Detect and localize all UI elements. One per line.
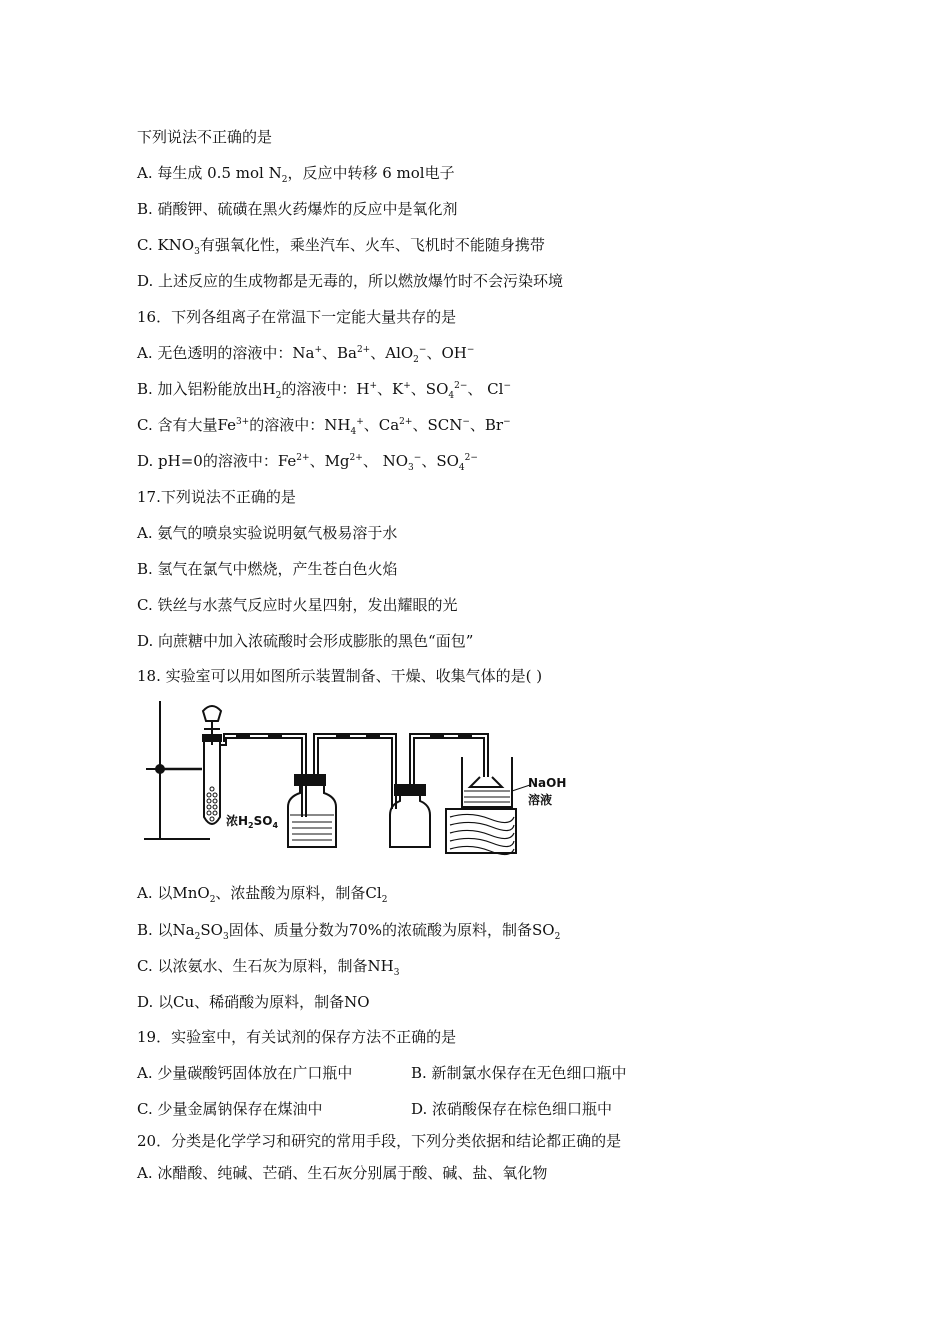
label-conc-h2so4: 浓$H_2SO_4$ [226, 814, 279, 830]
q15-option-b: B. 硝酸钾、硫磺在黑火药爆炸的反应中是氧化剂 [137, 200, 458, 218]
apparatus-diagram [140, 697, 580, 859]
q18-option-d: D. 以Cu、稀硝酸为原料，制备NO [137, 993, 370, 1011]
q19-option-b: B. 新制氯水保存在无色细口瓶中 [411, 1064, 627, 1082]
q18-stem: 18. 实验室可以用如图所示装置制备、干燥、收集气体的是( ) [137, 667, 543, 685]
q19-stem: 19．实验室中，有关试剂的保存方法不正确的是 [137, 1028, 457, 1046]
q16-option-b: B. 加入铝粉能放出$H_2$的溶液中：H+、K+、$SO_4^{2-}$、 Cl− [137, 380, 511, 401]
q20-option-a: A. 冰醋酸、纯碱、芒硝、生石灰分别属于酸、碱、盐、氧化物 [137, 1164, 548, 1182]
delivery-tube-2 [318, 738, 392, 809]
q18-option-b: B. 以$Na_2SO_3$固体、质量分数为70%的浓硫酸为原料，制备$SO_2$ [137, 921, 561, 942]
q17-option-a: A. 氨气的喷泉实验说明氨气极易溶于水 [137, 524, 398, 542]
q17-option-c: C. 铁丝与水蒸气反应时火星四射，发出耀眼的光 [137, 596, 458, 614]
label-naoh: NaOH [528, 776, 567, 790]
q16-option-a: A. 无色透明的溶液中：Na+、$Ba^{2+}$、AlO$_2$−、OH− [137, 344, 475, 365]
bottle1-stopper [295, 775, 325, 785]
q19-option-c: C. 少量金属钠保存在煤油中 [137, 1100, 323, 1118]
q19-option-a: A. 少量碳酸钙固体放在广口瓶中 [137, 1064, 353, 1082]
drying-bottle [288, 785, 336, 847]
q20-stem: 20．分类是化学学习和研究的常用手段，下列分类依据和结论都正确的是 [137, 1132, 622, 1150]
q17-stem: 17.下列说法不正确的是 [137, 488, 296, 506]
q18-option-c: C. 以浓氨水、生石灰为原料，制备$NH_3$ [137, 957, 400, 978]
q19-option-d: D. 浓硝酸保存在棕色细口瓶中 [411, 1100, 613, 1118]
q19-row-2 [137, 1098, 322, 1120]
delivery-tube-1 [220, 738, 302, 817]
q15-option-d: D. 上述反应的生成物都是无毒的，所以燃放爆竹时不会污染环境 [137, 272, 564, 290]
q16-option-c: C. 含有大量$Fe^{3+}$的溶液中：$NH_4^+$、$Ca^{2+}$、SCN−、Br− [137, 416, 511, 437]
label-solution: 溶液 [528, 793, 553, 807]
q18-option-a: A. 以MnO$_2$、浓盐酸为原料，制备$Cl_2$ [137, 884, 388, 905]
q17-option-d: D. 向蔗糖中加入浓硫酸时会形成膨胀的黑色“面包” [137, 632, 474, 650]
q19-row-1 [137, 1062, 352, 1084]
q16-option-d: D. pH=0的溶液中：$Fe^{2+}$、$Mg^{2+}$、 $NO_3^-$、$SO_4^{2-}$ [137, 452, 478, 473]
funnel-bulb [203, 706, 221, 721]
test-tube [204, 741, 220, 824]
q15-option-a: A. 每生成 0.5 mol $N_2$，反应中转移 6 mol电子 [137, 164, 455, 185]
apparatus-figure [140, 697, 580, 859]
q15-option-c: C. $KNO_3$有强氧化性，乘坐汽车、火车、飞机时不能随身携带 [137, 236, 545, 257]
q17-option-b: B. 氢气在氯气中燃烧，产生苍白色火焰 [137, 560, 398, 578]
q15-stem: 下列说法不正确的是 [137, 128, 273, 146]
q16-stem: 16．下列各组离子在常温下一定能大量共存的是 [137, 308, 457, 326]
collection-bottle [390, 795, 430, 847]
